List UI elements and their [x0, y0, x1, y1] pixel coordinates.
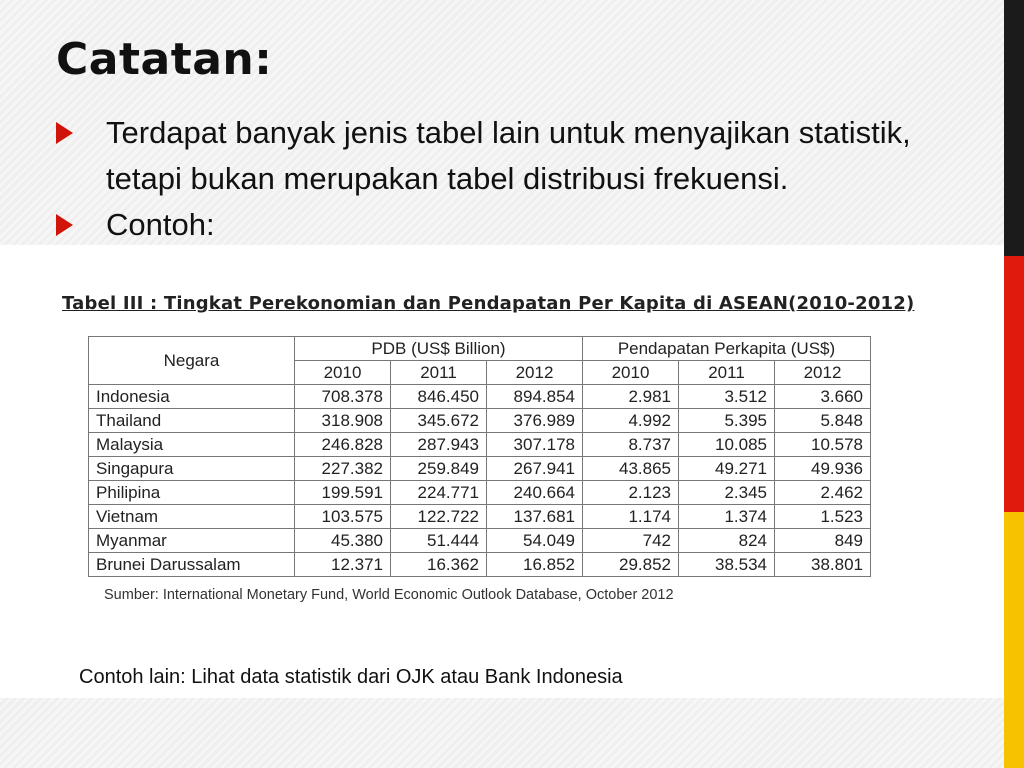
cell-value: 849 [775, 529, 871, 553]
triangle-bullet-icon [56, 214, 73, 236]
header-group-income: Pendapatan Perkapita (US$) [583, 337, 871, 361]
bullet-text: Terdapat banyak jenis tabel lain untuk menyajikan statistik, tetapi bukan merupakan tabel distribusi frekuensi. [106, 115, 911, 196]
table-title: Tabel III : Tingkat Perekonomian dan Pendapatan Per Kapita di ASEAN(2010-2012) [62, 293, 915, 314]
header-year: 2010 [295, 361, 391, 385]
cell-value: 103.575 [295, 505, 391, 529]
bullet-text: Contoh: [106, 207, 215, 242]
cell-value: 38.534 [679, 553, 775, 577]
cell-value: 376.989 [487, 409, 583, 433]
table-row [89, 433, 871, 457]
table-row [89, 409, 871, 433]
header-year: 2011 [679, 361, 775, 385]
cell-country: Singapura [89, 457, 295, 481]
cell-country: Thailand [89, 409, 295, 433]
cell-value: 10.578 [775, 433, 871, 457]
header-year: 2011 [391, 361, 487, 385]
cell-value: 49.271 [679, 457, 775, 481]
cell-value: 54.049 [487, 529, 583, 553]
bullet-item [56, 202, 956, 248]
triangle-bullet-icon [56, 122, 73, 144]
cell-value: 307.178 [487, 433, 583, 457]
cell-value: 742 [583, 529, 679, 553]
cell-value: 2.462 [775, 481, 871, 505]
cell-value: 318.908 [295, 409, 391, 433]
cell-country: Vietnam [89, 505, 295, 529]
cell-value: 3.512 [679, 385, 775, 409]
cell-value: 3.660 [775, 385, 871, 409]
cell-value: 122.722 [391, 505, 487, 529]
table-row [89, 553, 871, 577]
header-year: 2012 [487, 361, 583, 385]
slide-title: Catatan: [56, 34, 273, 85]
cell-value: 29.852 [583, 553, 679, 577]
cell-value: 2.123 [583, 481, 679, 505]
cell-value: 240.664 [487, 481, 583, 505]
header-group-pdb: PDB (US$ Billion) [295, 337, 583, 361]
cell-value: 5.395 [679, 409, 775, 433]
cell-value: 8.737 [583, 433, 679, 457]
table-row [89, 385, 871, 409]
accent-stripe-black [1004, 0, 1024, 256]
cell-value: 224.771 [391, 481, 487, 505]
cell-value: 49.936 [775, 457, 871, 481]
cell-value: 2.981 [583, 385, 679, 409]
cell-value: 267.941 [487, 457, 583, 481]
accent-stripe-red [1004, 256, 1024, 512]
table-header-row [89, 337, 871, 361]
cell-value: 287.943 [391, 433, 487, 457]
cell-value: 246.828 [295, 433, 391, 457]
asean-economy-table [88, 336, 871, 577]
cell-value: 708.378 [295, 385, 391, 409]
cell-value: 199.591 [295, 481, 391, 505]
cell-country: Brunei Darussalam [89, 553, 295, 577]
cell-value: 345.672 [391, 409, 487, 433]
cell-value: 45.380 [295, 529, 391, 553]
background-pattern-bottom [0, 698, 1004, 768]
cell-value: 259.849 [391, 457, 487, 481]
cell-value: 894.854 [487, 385, 583, 409]
header-year: 2012 [775, 361, 871, 385]
accent-stripe-yellow [1004, 512, 1024, 768]
table-row [89, 457, 871, 481]
cell-value: 16.362 [391, 553, 487, 577]
cell-country: Philipina [89, 481, 295, 505]
cell-country: Malaysia [89, 433, 295, 457]
cell-value: 4.992 [583, 409, 679, 433]
bullet-item [56, 110, 956, 202]
cell-country: Indonesia [89, 385, 295, 409]
cell-value: 846.450 [391, 385, 487, 409]
table-row [89, 505, 871, 529]
cell-value: 10.085 [679, 433, 775, 457]
cell-value: 227.382 [295, 457, 391, 481]
table-row [89, 529, 871, 553]
cell-value: 1.174 [583, 505, 679, 529]
cell-value: 38.801 [775, 553, 871, 577]
cell-value: 1.374 [679, 505, 775, 529]
table-figure [62, 293, 952, 603]
cell-value: 16.852 [487, 553, 583, 577]
cell-value: 12.371 [295, 553, 391, 577]
cell-value: 2.345 [679, 481, 775, 505]
cell-value: 5.848 [775, 409, 871, 433]
cell-value: 137.681 [487, 505, 583, 529]
table-row [89, 481, 871, 505]
table-source: Sumber: International Monetary Fund, World Economic Outlook Database, October 2012 [104, 587, 674, 603]
cell-value: 51.444 [391, 529, 487, 553]
bullet-list [56, 110, 956, 248]
cell-value: 824 [679, 529, 775, 553]
cell-value: 1.523 [775, 505, 871, 529]
note-text: Contoh lain: Lihat data statistik dari OJK atau Bank Indonesia [79, 666, 623, 688]
header-year: 2010 [583, 361, 679, 385]
cell-value: 43.865 [583, 457, 679, 481]
header-country: Negara [89, 337, 295, 385]
cell-country: Myanmar [89, 529, 295, 553]
